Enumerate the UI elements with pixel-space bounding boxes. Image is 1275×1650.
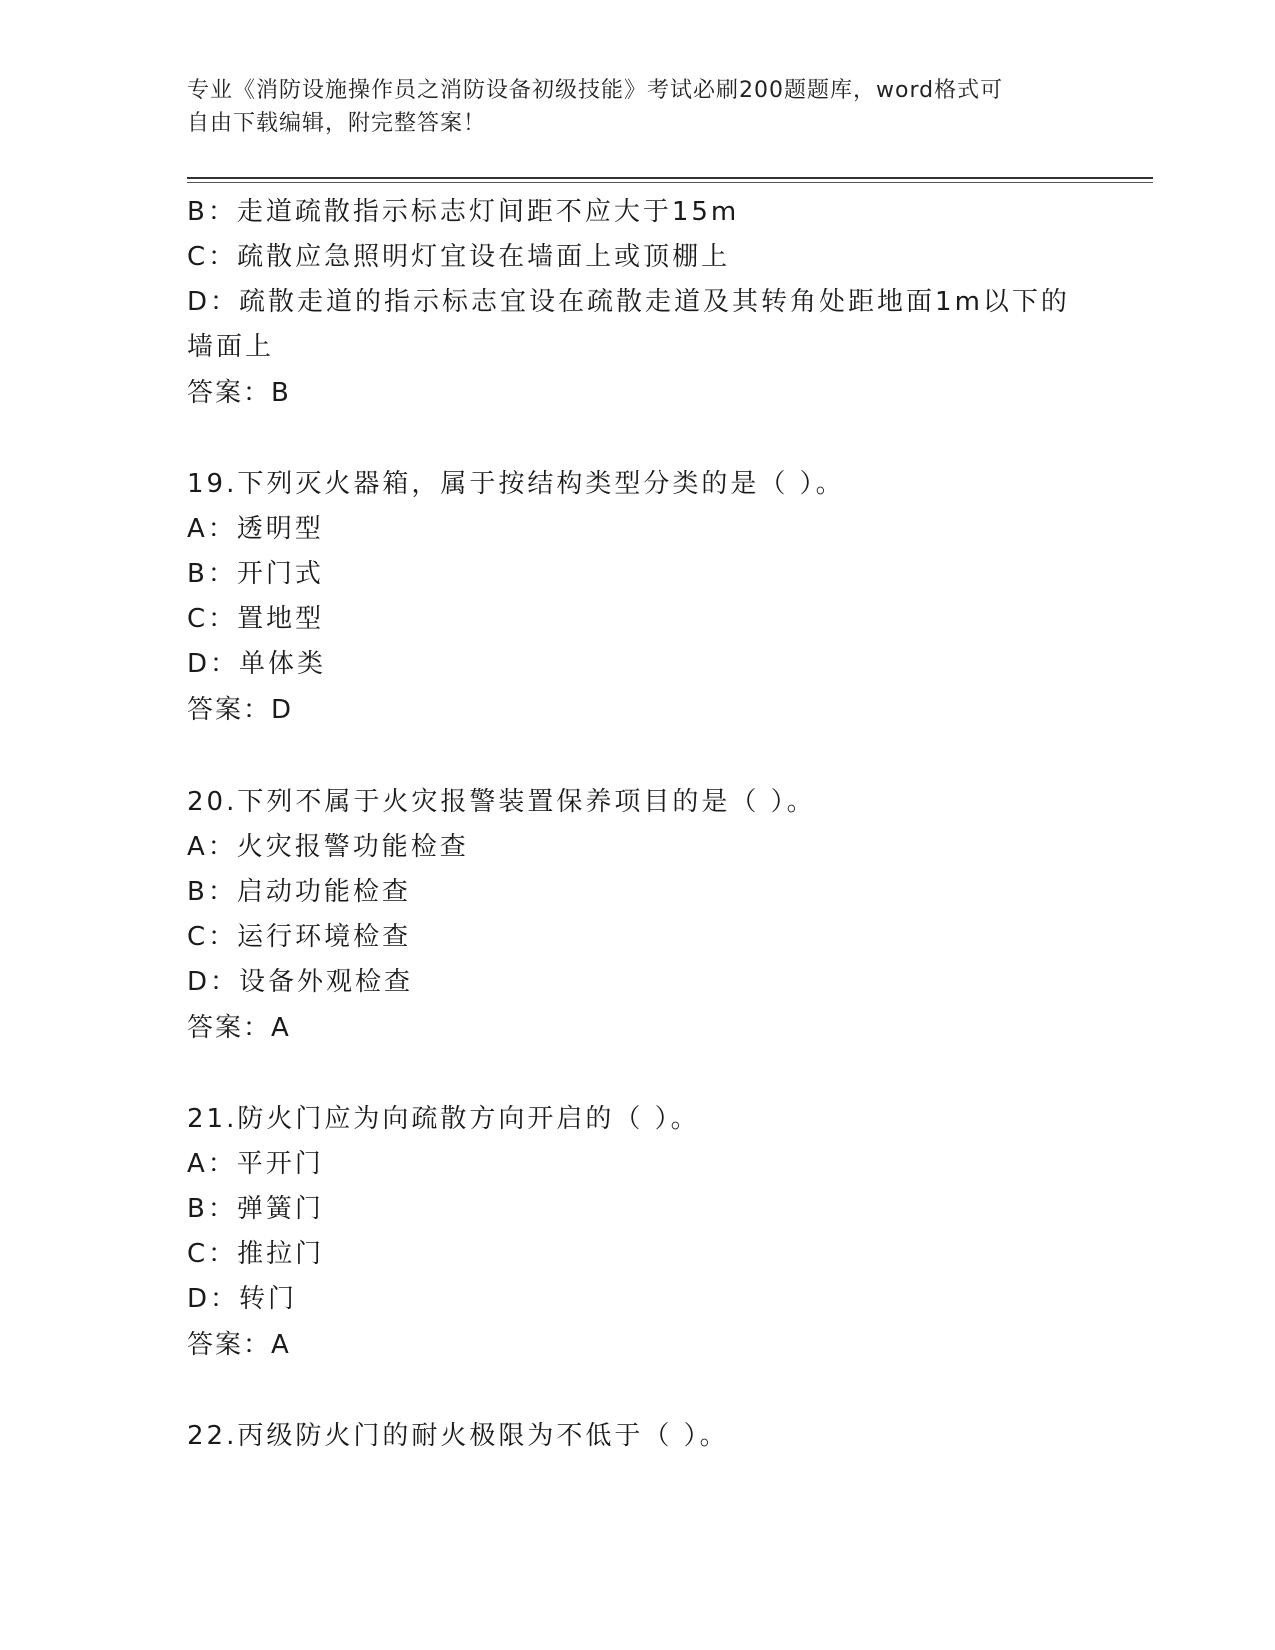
question-21-option-b: B：弹簧门 (187, 1194, 324, 1224)
question-21-option-d: D：转门 (187, 1284, 298, 1314)
question-19-answer: 答案：D (187, 695, 294, 725)
header-line-2: 自由下载编辑，附完整答案！ (187, 111, 487, 136)
question-21-option-a: A：平开门 (187, 1149, 324, 1179)
question-20-stem: 20.下列不属于火灾报警装置保养项目的是（ ）。 (187, 787, 816, 817)
question-20-option-a: A：火灾报警功能检查 (187, 832, 469, 862)
document-header (187, 74, 1067, 140)
question-20-answer: 答案：A (187, 1013, 291, 1043)
question-20-option-b: B：启动功能检查 (187, 877, 411, 907)
prev-answer: 答案：B (187, 378, 291, 408)
prev-option-d-continued: 墙面上 (187, 332, 275, 362)
question-19-stem: 19.下列灭火器箱，属于按结构类型分类的是（ ）。 (187, 469, 845, 499)
question-20-option-d: D：设备外观检查 (187, 967, 414, 997)
prev-option-b: B：走道疏散指示标志灯间距不应大于15m (187, 197, 740, 227)
header-line-1: 专业《消防设施操作员之消防设备初级技能》考试必刷200题题库，word格式可 (187, 78, 1004, 103)
question-21-stem: 21.防火门应为向疏散方向开启的（ ）。 (187, 1104, 700, 1134)
question-21-answer: 答案：A (187, 1330, 291, 1360)
question-21-option-c: C：推拉门 (187, 1239, 325, 1269)
question-19-option-a: A：透明型 (187, 514, 324, 544)
prev-option-c: C：疏散应急照明灯宜设在墙面上或顶棚上 (187, 242, 731, 272)
question-22-stem: 22.丙级防火门的耐火极限为不低于（ ）。 (187, 1421, 729, 1451)
header-divider-thin (187, 182, 1153, 183)
question-19-option-b: B：开门式 (187, 559, 324, 589)
prev-option-d: D：疏散走道的指示标志宜设在疏散走道及其转角处距地面1m以下的 (187, 287, 1070, 317)
question-20-option-c: C：运行环境检查 (187, 922, 412, 952)
question-19-option-c: C：置地型 (187, 604, 325, 634)
question-19-option-d: D：单体类 (187, 649, 327, 679)
header-divider-thick (187, 177, 1153, 179)
